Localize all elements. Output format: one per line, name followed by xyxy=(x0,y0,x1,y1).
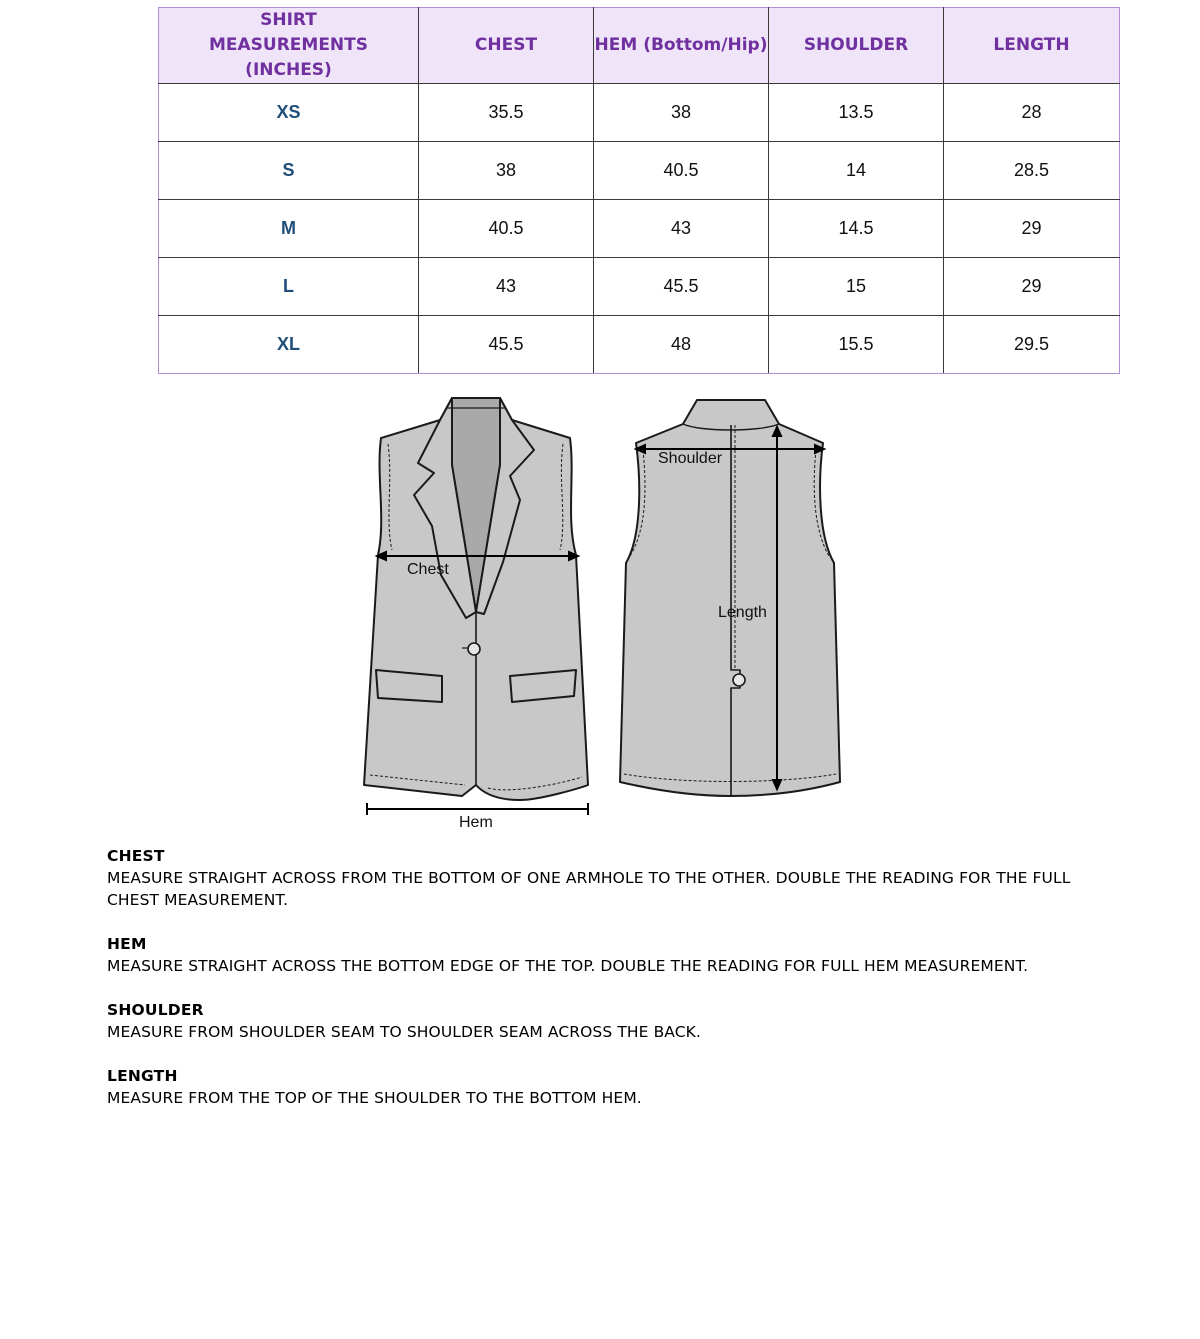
size-label: XL xyxy=(159,316,419,374)
instruction-title: CHEST xyxy=(107,847,165,865)
measurement-instructions xyxy=(107,845,1107,1131)
instruction-text: MEASURE FROM SHOULDER SEAM TO SHOULDER SEAM ACROSS THE BACK. xyxy=(107,1023,701,1041)
shoulder-value: 14 xyxy=(769,142,944,200)
instruction-hem xyxy=(107,933,1107,977)
hem-value: 38 xyxy=(594,84,769,142)
instruction-length xyxy=(107,1065,1107,1109)
header-hem: HEM (Bottom/Hip) xyxy=(594,8,769,84)
measurement-diagram xyxy=(0,380,1200,840)
hem-diagram-label: Hem xyxy=(459,814,493,831)
table-row xyxy=(159,142,1120,200)
size-label: M xyxy=(159,200,419,258)
hem-value: 45.5 xyxy=(594,258,769,316)
header-shirt-measurements: SHIRT MEASUREMENTS (INCHES) xyxy=(159,8,419,84)
length-value: 29 xyxy=(944,258,1120,316)
chest-value: 38 xyxy=(419,142,594,200)
header-chest: CHEST xyxy=(419,8,594,84)
size-chart-table xyxy=(158,7,1120,374)
table-row xyxy=(159,258,1120,316)
length-diagram-label: Length xyxy=(718,604,767,621)
shoulder-value: 15.5 xyxy=(769,316,944,374)
shoulder-value: 13.5 xyxy=(769,84,944,142)
shoulder-value: 14.5 xyxy=(769,200,944,258)
chest-value: 35.5 xyxy=(419,84,594,142)
size-label: L xyxy=(159,258,419,316)
instruction-title: SHOULDER xyxy=(107,1001,204,1019)
hem-value: 43 xyxy=(594,200,769,258)
header-shoulder: SHOULDER xyxy=(769,8,944,84)
vest-illustration xyxy=(0,380,1200,840)
chest-value: 45.5 xyxy=(419,316,594,374)
vest-front xyxy=(364,398,588,800)
chest-value: 40.5 xyxy=(419,200,594,258)
instruction-shoulder xyxy=(107,999,1107,1043)
length-value: 28 xyxy=(944,84,1120,142)
length-value: 29.5 xyxy=(944,316,1120,374)
table-row xyxy=(159,316,1120,374)
length-value: 28.5 xyxy=(944,142,1120,200)
shoulder-value: 15 xyxy=(769,258,944,316)
hem-value: 40.5 xyxy=(594,142,769,200)
instruction-title: LENGTH xyxy=(107,1067,178,1085)
vest-back xyxy=(620,400,840,796)
table-header-row xyxy=(159,8,1120,84)
shoulder-diagram-label: Shoulder xyxy=(658,450,723,467)
hem-value: 48 xyxy=(594,316,769,374)
chest-diagram-label: Chest xyxy=(407,561,449,578)
header-length: LENGTH xyxy=(944,8,1120,84)
chest-value: 43 xyxy=(419,258,594,316)
size-label: S xyxy=(159,142,419,200)
instruction-text: MEASURE FROM THE TOP OF THE SHOULDER TO THE BOTTOM HEM. xyxy=(107,1089,642,1107)
instruction-chest xyxy=(107,845,1107,911)
instruction-text: MEASURE STRAIGHT ACROSS THE BOTTOM EDGE OF THE TOP. DOUBLE THE READING FOR FULL HEM MEASUREMENT. xyxy=(107,957,1029,975)
instruction-title: HEM xyxy=(107,935,147,953)
table-row xyxy=(159,200,1120,258)
length-value: 29 xyxy=(944,200,1120,258)
size-label: XS xyxy=(159,84,419,142)
instruction-text: MEASURE STRAIGHT ACROSS FROM THE BOTTOM OF ONE ARMHOLE TO THE OTHER. DOUBLE THE READING FOR THE FULL CHEST MEASUREMENT. xyxy=(107,869,1071,909)
table-row xyxy=(159,84,1120,142)
